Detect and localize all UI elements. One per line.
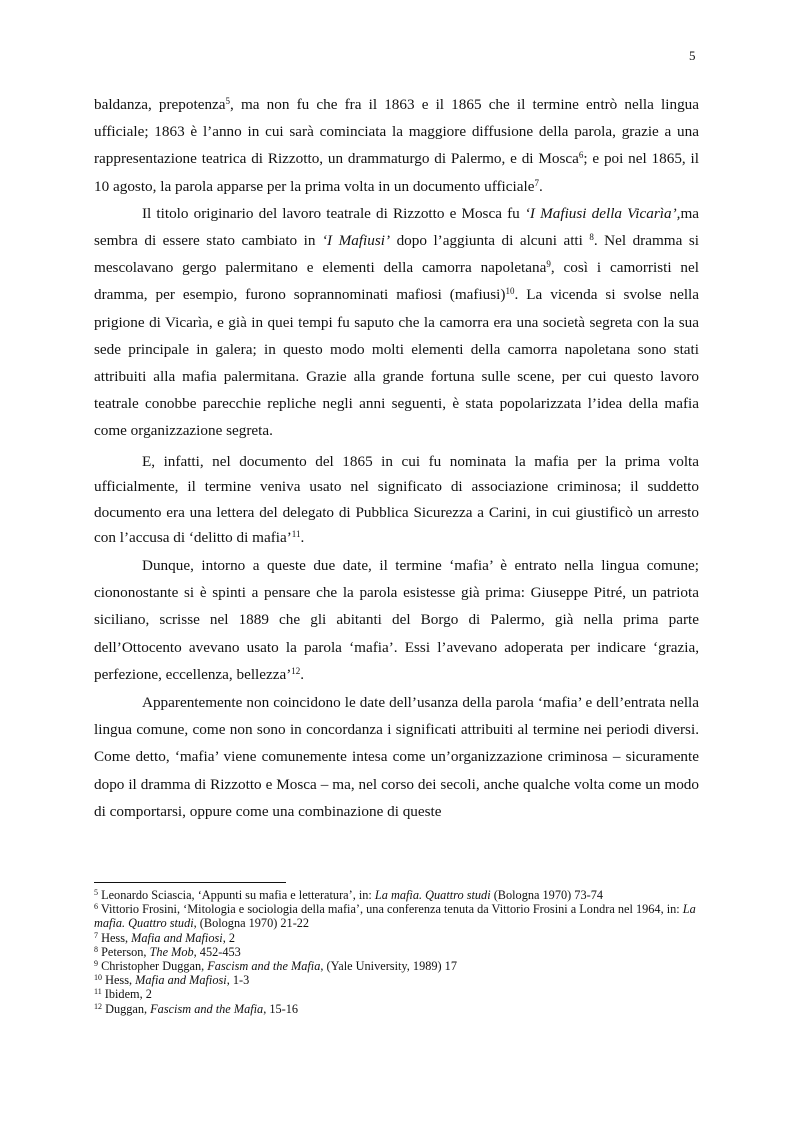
text-run: Dunque, intorno a queste due date, il termine ‘mafia’ è entrato nella lingua comune; ciononostante si è spinti a pensare che la parola esistesse già prima: Giuseppe Pitré, un patriota siciliano, scrisse nel 1889 che gli abitanti del Borgo di Palermo, già nella prima parte dell’Ottocento avevano usato la parola ‘mafia’. Essi l’avevano adoperata per indicare ‘grazia, perfezione, eccellenza, bellezza’ — [94, 557, 699, 683]
footnote-11 — [94, 987, 714, 1001]
footnote-italic: Fascism and the Mafia — [207, 959, 321, 974]
footnote-number: 10 — [94, 973, 102, 983]
footnote-number: 11 — [94, 987, 102, 997]
footnote-text: Leonardo Sciascia, ‘Appunti su mafia e letteratura’, in: — [98, 888, 375, 902]
footnote-number: 8 — [94, 944, 98, 954]
footnote-italic: La mafia. Quattro studi — [374, 888, 491, 902]
footnote-9 — [94, 959, 714, 973]
footnote-ref-9: 9 — [546, 259, 551, 270]
paragraph-3 — [94, 445, 699, 551]
footnote-italic: Mafia and Mafiosi — [131, 930, 223, 945]
text-run: , ma non fu che fra il 1863 e il 1865 che il termine entrò nella lingua ufficiale; 1863 è l’anno in cui sarà cominciata la maggiore diffusione della parola, grazie a una rappresentazione teatrica di Rizzotto, un drammaturgo di Palermo, e di Mosca — [94, 96, 699, 168]
footnote-ref-6: 6 — [578, 150, 584, 161]
footnote-7 — [94, 931, 714, 945]
footnote-ref-7: 7 — [534, 177, 539, 188]
footnote-italic: The Mob, — [149, 944, 197, 959]
text-run: E, infatti, nel documento del 1865 in cui fu nominata la mafia per la prima volta ufficialmente, il termine veniva usato nel significato di associazione criminosa; il suddetto documento era una lettera del delegato di Pubblica Sicurezza a Carini, in cui giustificò un arresto con l’accusa di ‘delitto di mafia’ — [94, 452, 699, 547]
footnote-text: , (Bologna 1970) 21-22 — [193, 916, 310, 931]
footnote-number: 12 — [94, 1001, 102, 1011]
footnote-ref-10: 10 — [505, 286, 515, 297]
footnote-text: , 2 — [222, 930, 235, 945]
footnote-text: Duggan, — [102, 1001, 151, 1016]
footnote-ref-11: 11 — [291, 529, 301, 540]
text-run: , così i camorristi nel dramma, per esempio, furono soprannominati mafiosi (mafiusi) — [94, 259, 699, 304]
footnote-ref-12: 12 — [291, 665, 301, 676]
footnote-text: Christopher Duggan, — [98, 959, 208, 974]
footnotes — [94, 888, 714, 1016]
text-run: ma sembra di essere stato cambiato in — [94, 204, 699, 250]
page-number: 5 — [689, 48, 696, 63]
text-run: . Nel dramma si mescolavano gergo palermitano e elementi della camorra napoletana — [94, 232, 699, 277]
footnote-8 — [94, 945, 714, 959]
text-run: . — [300, 529, 305, 547]
paragraph-4 — [94, 551, 699, 688]
text-run: dopo l’aggiunta di alcuni atti — [390, 232, 590, 250]
text-run: Apparentemente non coincidono le date dell’usanza della parola ‘mafia’ e dell’entrata nella lingua comune, come non sono in concordanza i significati attribuiti al termine nei periodi diversi. Come detto, ‘mafia’ viene comunemente intesa come un’organizzazione criminosa – sicuramente dopo il dramma di Rizzotto e Mosca – ma, nel corso dei secoli, anche qualche volta come un modo di comportarsi, oppure come una combinazione di queste — [94, 694, 699, 820]
text-run: . — [300, 665, 305, 683]
footnote-text: , 15-16 — [263, 1001, 299, 1016]
paragraph-1 — [94, 91, 699, 200]
footnote-italic: La mafia. Quattro studi — [94, 902, 696, 931]
footnote-text: (Bologna 1970) 73-74 — [490, 888, 603, 902]
italic-title: ‘I Mafiusi della Vicarìa’, — [524, 204, 681, 222]
italic-title: ‘I Mafiusi’ — [321, 232, 391, 250]
footnote-10 — [94, 973, 714, 987]
text-run: . — [538, 177, 543, 195]
footnote-ref-8: 8 — [589, 232, 594, 243]
footnote-number: 9 — [94, 959, 98, 969]
footnote-separator — [94, 882, 286, 883]
footnote-5 — [94, 888, 714, 902]
footnote-text: Ibidem, 2 — [101, 987, 152, 1002]
text-run: baldanza, prepotenza — [94, 96, 226, 113]
footnote-text: , (Yale University, 1989) 17 — [320, 959, 457, 974]
text-run: ; e poi nel 1865, il 10 agosto, la parola apparse per la prima volta in un documento ufficiale — [94, 150, 699, 195]
body-text — [94, 91, 699, 825]
footnote-italic: Mafia and Mafiosi — [135, 973, 227, 988]
footnote-ref-5: 5 — [225, 96, 231, 106]
footnote-6 — [94, 902, 714, 930]
paragraph-2 — [94, 200, 699, 445]
footnote-number: 6 — [94, 902, 98, 912]
footnote-text: Peterson, — [98, 944, 150, 959]
paragraph-5 — [94, 688, 699, 825]
text-run: Il titolo originario del lavoro teatrale di Rizzotto e Mosca fu — [142, 204, 525, 222]
footnote-number: 7 — [94, 930, 98, 940]
text-run: . La vicenda si svolse nella prigione di Vicarìa, e già in quei tempi fu saputo che la camorra era una società segreta con la sua sede principale in galera; in questo modo molti elementi della camorra napoletana sono stati attribuiti alla mafia palermitana. Grazie alla grande fortuna sulle scene, per cui questo lavoro teatrale conobbe parecchie repliche negli anni seguenti, è stata popolarizzata l’idea della mafia come organizzazione segreta. — [94, 286, 700, 440]
footnote-italic: Fascism and the Mafia — [150, 1001, 264, 1016]
footnote-text: Hess, — [102, 973, 136, 988]
footnote-text: Vittorio Frosini, ‘Mitologia e sociologia della mafia’, una conferenza tenuta da Vittorio Frosini a Londra nel 1964, in: — [98, 902, 683, 917]
footnote-12 — [94, 1002, 714, 1016]
footnote-text: 452-453 — [196, 944, 241, 959]
footnote-text: , 1-3 — [226, 973, 250, 988]
footnote-number: 5 — [94, 888, 98, 897]
footnote-text: Hess, — [98, 930, 132, 945]
